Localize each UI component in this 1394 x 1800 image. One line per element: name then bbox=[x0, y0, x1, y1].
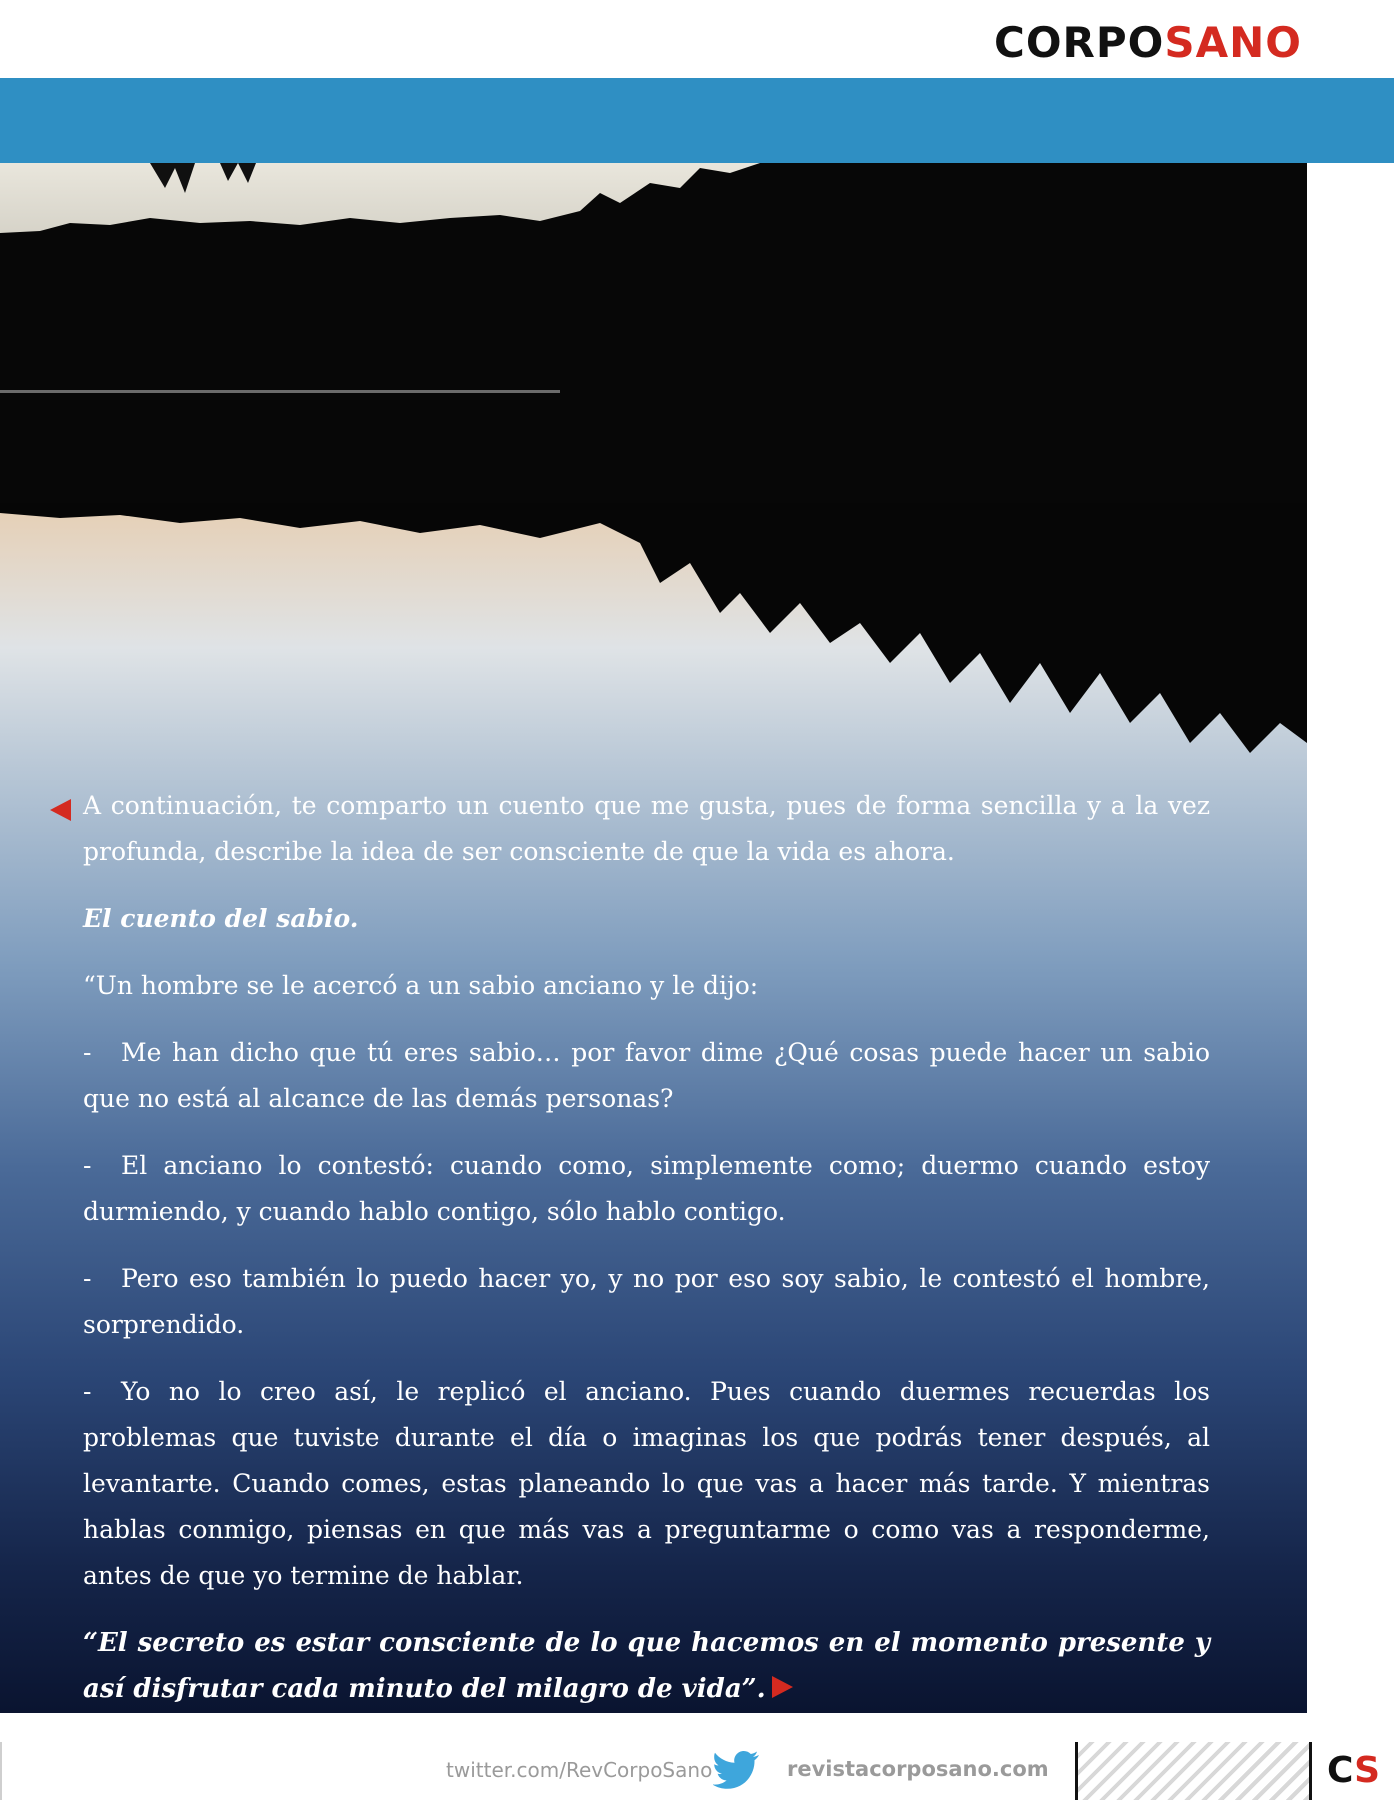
header-band bbox=[0, 78, 1394, 163]
story-title: El cuento del sabio. bbox=[83, 904, 359, 933]
closing-quote-text: “El secreto es estar consciente de lo que hacemos en el momento presente y así disfrutar cada minuto del milagro de vida”. bbox=[83, 1628, 1210, 1704]
footer-divider bbox=[0, 1742, 2, 1800]
page-footer bbox=[0, 1742, 1394, 1800]
article-body bbox=[83, 783, 1210, 1733]
dialogue-dash: - bbox=[83, 1151, 92, 1180]
dialogue-text: Pero eso también lo puedo hacer yo, y no por eso soy sabio, le contestó el hombre, sorprendido. bbox=[83, 1264, 1210, 1339]
footer-stripe-panel bbox=[1075, 1742, 1312, 1800]
intro-paragraph: A continuación, te comparto un cuento que me gusta, pues de forma sencilla y a la vez profunda, describe la idea de ser consciente de que la vida es ahora. bbox=[83, 791, 1210, 866]
badge-s: S bbox=[1354, 1750, 1381, 1791]
badge-c: C bbox=[1327, 1750, 1355, 1791]
dialogue-text: Yo no lo creo así, le replicó el anciano. Pues cuando duermes recuerdas los problemas que tuviste durante el día o imaginas los que podrás tener después, al levantarte. Cuando comes, estas planeando lo que vas a hacer más tarde. Y mientras hablas conmigo, piensas en que más vas a preguntarme o como vas a responderme, antes de que yo termine de hablar. bbox=[83, 1377, 1210, 1590]
website-link[interactable]: revistacorposano.com bbox=[787, 1757, 1049, 1781]
dialogue-dash: - bbox=[83, 1377, 92, 1406]
closing-quote bbox=[83, 1620, 1210, 1712]
dialogue-text: Me han dicho que tú eres sabio… por favor dime ¿Qué cosas puede hacer un sabio que no está al alcance de las demás personas? bbox=[83, 1038, 1210, 1113]
dialogue-line bbox=[83, 1369, 1210, 1599]
dialogue-dash: - bbox=[83, 1038, 92, 1067]
cs-badge-logo bbox=[1327, 1750, 1380, 1792]
dialogue-text: El anciano lo contestó: cuando como, simplemente como; duermo cuando estoy durmiendo, y cuando hablo contigo, sólo hablo contigo. bbox=[83, 1151, 1210, 1226]
story-opening: “Un hombre se le acercó a un sabio anciano y le dijo: bbox=[83, 971, 759, 1000]
right-triangle-icon bbox=[772, 1676, 793, 1698]
logo-sano: SANO bbox=[1164, 18, 1302, 67]
dialogue-line bbox=[83, 1256, 1210, 1348]
left-triangle-icon bbox=[50, 799, 71, 821]
dialogue-dash: - bbox=[83, 1264, 92, 1293]
logo-corpo: CORPO bbox=[994, 18, 1165, 67]
dialogue-line bbox=[83, 1143, 1210, 1235]
dialogue-line bbox=[83, 1030, 1210, 1122]
twitter-link[interactable]: twitter.com/RevCorpoSano bbox=[446, 1758, 713, 1782]
twitter-bird-icon[interactable] bbox=[713, 1750, 759, 1794]
corposano-logo bbox=[994, 18, 1302, 68]
